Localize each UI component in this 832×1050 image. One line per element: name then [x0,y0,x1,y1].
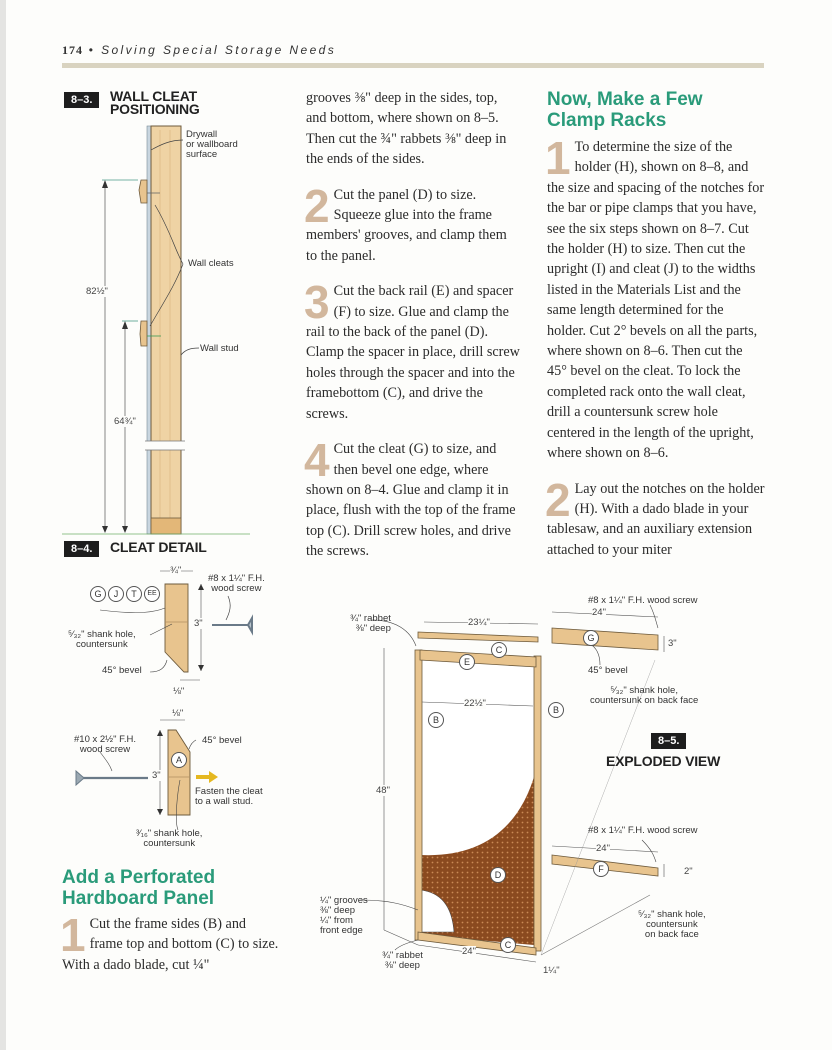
part-circle: T [126,586,142,602]
label-line: ⁵⁄₃₂" shank hole, [638,909,706,920]
heading-line: Now, Make a Few [547,89,703,110]
label-line: front edge [320,925,363,936]
figure-title-line: WALL CLEAT [110,88,197,104]
label-line: ⁵⁄₃₂" shank hole, [68,629,136,640]
part-circle-B-left: B [428,712,444,728]
label-line: Fasten the cleat [195,786,263,797]
part-circle-E: E [459,654,475,670]
label-line: Drywall [186,129,218,140]
dim-height-bottom: 3" [152,770,161,781]
dim-spacer-length: 24" [596,843,610,854]
label-rabbet-top [350,614,391,634]
figure-title-line: POSITIONING [110,101,200,117]
label-line: #8 x 1¼" F.H. [208,573,265,584]
label-line: countersunk on back face [590,695,699,706]
label-line: ⅜" deep [320,905,356,916]
label-line: ¾" rabbet [350,613,391,624]
label-line: ⁵⁄₃₂" shank hole, [610,685,678,696]
label-grooves [320,896,368,936]
label-line: countersunk [75,639,128,650]
drop-cap: 1 [60,909,86,961]
heading-line: Hardboard Panel [62,888,215,909]
dim-top-width-2: ⅛" [172,708,184,719]
drop-cap: 4 [304,434,330,487]
label-line: ¼" grooves [320,895,368,906]
label-cleat-screw: #8 x 1¼" F.H. wood screw [588,595,698,606]
step-text: To determine the size of the holder (H), shown on 8–8, and the size and spacing of the notches for the bar or pipe clamps that you have, see the six steps shown on 8–7. Cut the holder (H) to size. Then cut the upright (I) and cleat (J) to the widths listed in the Materials List and the same length determined for the holder. Cut 2° bevels on all the parts, where shown on 8–6. Then cut the 45° bevel on the cleat. To lock the completed rack onto the wall cleat, drill a countersunk screw hole centered in the length of the upright, where shown on 8–6. [547,139,765,462]
drop-cap: 2 [304,179,330,232]
frame-side-left [415,650,422,940]
label-line: countersunk [645,919,698,930]
figure-tag-8-3: 8–3. [64,92,99,108]
label-rabbet-bottom [382,951,423,971]
frame-side-right [534,656,541,951]
label-line: or wallboard [186,139,238,150]
label-line: ⅜" deep [384,960,420,971]
label-wall-cleats: Wall cleats [188,258,234,269]
step-text: Cut the back rail (E) and spacer (F) to size. Glue and clamp the rail to the back of the panel (D). Clamp the spacer in place, drill screw holes through the spacer and into the framebottom (C), and drive the screws. [306,283,520,422]
part-circle: J [108,586,124,602]
label-spacer-screw: #8 x 1¼" F.H. wood screw [588,825,698,836]
label-line: ³⁄₁₆" shank hole, [136,828,203,839]
part-circle-F: F [593,861,609,877]
step-text: Lay out the notches on the holder (H). With a dado blade in your tablesaw, and an auxiliary extension attached to your miter [547,480,765,558]
label-line: to a wall stud. [195,796,254,807]
dim-bottom-24: 24" [462,946,476,957]
dim-cleat-height: 3" [668,638,677,649]
part-circle-C-top: C [491,642,507,658]
dim-top-width: ¾" [170,565,182,576]
cleat-G [552,628,658,650]
dim-82-5: 82½" [86,286,108,297]
dim-height-48: 48" [376,785,390,796]
step-text: Cut the cleat (G) to size, and then bevel one edge, where shown on 8–4. Glue and clamp it in place, flush with the top of the frame top (C). Drill screw holes, and drive the screws. [306,441,516,560]
figure-title-8-4: CLEAT DETAIL [110,539,207,555]
part-circle-G: G [583,630,599,646]
heading-line: Clamp Racks [547,110,667,131]
heading-line: Add a Perforated [62,867,216,888]
label-spacer-shank [638,910,706,940]
part-circle-C-bottom: C [500,937,516,953]
dim-depth: 1¼" [543,965,560,976]
dim-cleat-length: 24" [592,607,606,618]
part-circle-B-right: B [548,702,564,718]
dim-inner-width: 22½" [464,698,486,709]
label-line: ¾" rabbet [382,950,423,961]
label-line: on back face [644,929,699,940]
figure-tag-8-5: 8–5. [651,733,686,749]
part-circle: EE [144,586,160,602]
label-line: wood screw [79,744,131,755]
label-line: wood screw [211,583,262,594]
label-cleat-bevel: 45° bevel [588,665,628,676]
label-line: surface [186,149,218,160]
part-circle-A: A [171,752,187,768]
dim-spacer-height: 2" [684,866,693,877]
drop-cap: 1 [545,132,571,184]
step-text: Cut the frame sides (B) and frame top and bottom (C) to size. With a dado blade, cut ¼" [62,916,279,973]
drop-cap: 2 [545,473,571,526]
continued-paragraph: grooves ⅜" deep in the sides, top, and bottom, where shown on 8–5. Then cut the ¾" rabbets ⅜" deep in the ends of the sides. [306,90,507,168]
label-line: countersunk [143,838,196,849]
label-bevel-bottom: 45° bevel [202,735,242,746]
label-line: ¼" from [320,915,353,926]
section-title: Solving Special Storage Needs [101,43,337,57]
part-circle: G [90,586,106,602]
dim-bottom-width: ⅛" [173,686,185,697]
page-number: 174 [62,43,83,57]
label-cleat-shank [590,686,698,706]
figure-title-8-5: EXPLODED VIEW [606,753,721,769]
label-line: ⅜" deep [355,623,391,634]
dim-height-top: 3" [194,618,203,629]
figure-tag-8-4: 8–4. [64,541,99,557]
label-bevel-top: 45° bevel [102,665,142,676]
frame-top-rail [418,632,538,642]
dim-64-75: 64¾" [114,416,136,427]
header-separator: • [88,43,96,57]
label-line: #10 x 2½" F.H. [74,734,136,745]
drop-cap: 3 [304,276,330,329]
part-circle-D: D [490,867,506,883]
label-wall-stud: Wall stud [200,343,239,354]
dim-top-rail: 23¼" [468,617,490,628]
step-text: Cut the panel (D) to size. Squeeze glue into the frame members' grooves, and clamp them to the panel. [306,186,507,264]
